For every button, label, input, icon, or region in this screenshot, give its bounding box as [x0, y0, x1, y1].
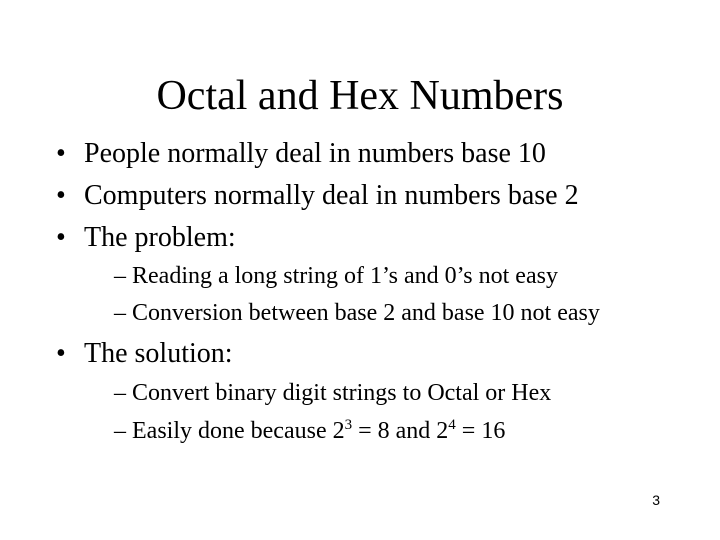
sub-item: [114, 417, 505, 448]
bullet-text: The problem:: [84, 222, 236, 253]
bullet-text: Computers normally deal in numbers base 2: [84, 180, 579, 211]
bullet-item: [56, 338, 233, 370]
bullet-item: [56, 138, 546, 170]
exponent: 4: [448, 417, 456, 433]
sub-item: [114, 262, 558, 290]
dash-marker: –: [114, 380, 126, 406]
bullet-marker: •: [56, 138, 66, 169]
bullet-text: People normally deal in numbers base 10: [84, 138, 546, 169]
sub-item-text-part: = 16: [455, 418, 506, 444]
exponent: 3: [344, 417, 353, 433]
bullet-text: The solution:: [84, 338, 233, 369]
dash-marker: –: [114, 300, 126, 326]
dash-marker: –: [114, 418, 126, 444]
sub-item: [114, 299, 600, 327]
sub-item-text: Reading a long string of 1’s and 0’s not easy: [132, 263, 558, 289]
bullet-marker: •: [56, 222, 66, 253]
bullet-item: [56, 222, 236, 254]
slide-title: Octal and Hex Numbers: [156, 73, 564, 119]
dash-marker: –: [114, 263, 126, 289]
bullet-item: [56, 180, 579, 212]
sub-item: [114, 379, 551, 407]
bullet-marker: •: [56, 338, 66, 369]
sub-item-text: Conversion between base 2 and base 10 not easy: [132, 300, 600, 326]
sub-item-text: Convert binary digit strings to Octal or Hex: [132, 380, 552, 406]
page-number: 3: [652, 492, 660, 508]
bullet-marker: •: [56, 180, 66, 211]
sub-item-text-part: Easily done because 2: [132, 418, 345, 444]
sub-item-text-part: = 8 and 2: [352, 418, 449, 444]
